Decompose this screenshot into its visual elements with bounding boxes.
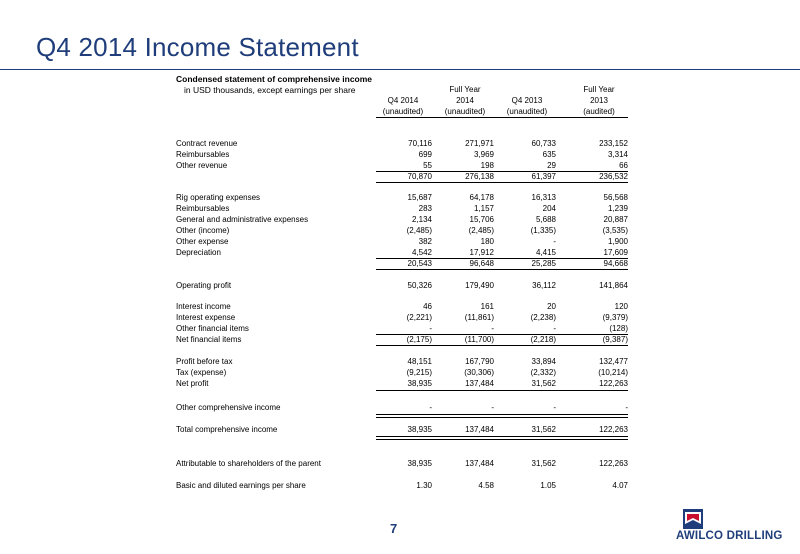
row-value: 16,313 <box>531 193 556 202</box>
row-value: 204 <box>542 204 556 213</box>
table-row <box>176 425 628 436</box>
row-label: Reimbursables <box>176 204 230 213</box>
row-value: (2,485) <box>468 226 494 235</box>
row-label: Basic and diluted earnings per share <box>176 481 306 490</box>
row-label: Depreciation <box>176 248 221 257</box>
row-value: 31,562 <box>531 425 556 434</box>
row-value: 141,864 <box>599 281 628 290</box>
column-header-1-line3: (unaudited) <box>382 107 424 116</box>
page-number: 7 <box>390 521 398 536</box>
row-value: 31,562 <box>531 379 556 388</box>
row-value: 4,542 <box>411 248 432 257</box>
row-value: - <box>491 403 494 412</box>
row-label: Total comprehensive income <box>176 425 278 434</box>
row-value: 2,134 <box>411 215 432 224</box>
header-underline <box>376 117 628 118</box>
row-value: 96,648 <box>469 259 494 268</box>
row-value: (2,218) <box>530 335 556 344</box>
row-value: 233,152 <box>599 139 628 148</box>
column-header-4-line3: (audited) <box>583 107 615 116</box>
table-rule <box>376 414 628 415</box>
column-header-2-line1: Full Year <box>449 85 481 94</box>
table-row <box>176 139 628 150</box>
row-value: (2,221) <box>406 313 432 322</box>
row-value: 38,935 <box>407 459 432 468</box>
row-value: 17,609 <box>603 248 628 257</box>
table-row <box>176 226 628 237</box>
row-value: 276,138 <box>465 172 494 181</box>
row-value: - <box>553 324 556 333</box>
row-value: 122,263 <box>599 459 628 468</box>
row-value: (11,861) <box>464 313 494 322</box>
table-row <box>176 313 628 324</box>
row-label: Rig operating expenses <box>176 193 261 202</box>
table-row <box>176 281 628 292</box>
row-value: 55 <box>423 161 432 170</box>
row-label: Attributable to shareholders of the parent <box>176 459 321 468</box>
row-value: 4.07 <box>612 481 628 490</box>
column-header-2-line2: 2014 <box>456 96 474 105</box>
table-rule <box>376 258 628 259</box>
row-value: 132,477 <box>599 357 628 366</box>
company-logo <box>676 508 786 548</box>
column-header-3-line2: Q4 2013 <box>511 96 543 105</box>
row-value: - <box>429 324 432 333</box>
page-title: Q4 2014 Income Statement <box>36 32 359 62</box>
row-value: 699 <box>418 150 432 159</box>
row-value: 25,285 <box>531 259 556 268</box>
table-rule <box>376 439 628 440</box>
row-label: Other financial items <box>176 324 249 333</box>
row-label: Other expense <box>176 237 229 246</box>
row-value: 15,687 <box>407 193 432 202</box>
table-rule <box>376 182 628 183</box>
row-value: 38,935 <box>407 379 432 388</box>
row-label: Interest expense <box>176 313 236 322</box>
row-label: Other revenue <box>176 161 228 170</box>
row-label: Profit before tax <box>176 357 233 366</box>
table-rule <box>376 334 628 335</box>
table-rule <box>376 269 628 270</box>
table-subheading: in USD thousands, except earnings per share <box>184 85 356 95</box>
table-row <box>176 237 628 248</box>
table-row <box>176 193 628 204</box>
row-value: - <box>491 324 494 333</box>
table-rule <box>376 171 628 172</box>
row-value: 161 <box>480 302 494 311</box>
row-value: 36,112 <box>532 281 556 290</box>
row-value: 1.05 <box>540 481 556 490</box>
row-value: 382 <box>418 237 432 246</box>
row-value: 48,151 <box>407 357 432 366</box>
row-value: (9,379) <box>602 313 628 322</box>
row-value: (10,214) <box>598 368 628 377</box>
row-value: 46 <box>423 302 432 311</box>
row-value: - <box>625 403 628 412</box>
row-value: - <box>429 403 432 412</box>
row-value: 1,900 <box>607 237 628 246</box>
row-value: 179,490 <box>465 281 494 290</box>
row-label: Net profit <box>176 379 209 388</box>
row-value: 4,415 <box>535 248 556 257</box>
row-value: 70,870 <box>407 172 432 181</box>
row-value: 3,969 <box>473 150 494 159</box>
column-header-4-line1: Full Year <box>583 85 615 94</box>
row-value: 122,263 <box>599 425 628 434</box>
row-value: 31,562 <box>531 459 556 468</box>
row-value: (2,485) <box>406 226 432 235</box>
row-value: 33,894 <box>531 357 556 366</box>
row-value: (9,215) <box>406 368 432 377</box>
row-label: Other (income) <box>176 226 230 235</box>
table-row <box>176 357 628 368</box>
row-value: 1.30 <box>416 481 432 490</box>
flag-icon <box>682 508 704 530</box>
row-label: Other comprehensive income <box>176 403 281 412</box>
row-value: 198 <box>480 161 494 170</box>
row-value: 50,326 <box>407 281 432 290</box>
row-value: 167,790 <box>465 357 494 366</box>
table-row <box>176 481 628 492</box>
row-value: (11,700) <box>464 335 494 344</box>
table-rule <box>376 417 628 418</box>
table-row <box>176 403 628 414</box>
row-value: 137,484 <box>465 379 494 388</box>
row-value: (1,335) <box>530 226 556 235</box>
column-header-2-line3: (unaudited) <box>444 107 486 116</box>
row-value: (2,238) <box>530 313 556 322</box>
table-row <box>176 150 628 161</box>
row-value: 283 <box>418 204 432 213</box>
table-row <box>176 379 628 390</box>
table-rule <box>376 436 628 437</box>
table-rule <box>376 390 628 391</box>
row-value: 17,912 <box>469 248 494 257</box>
logo-text: AWILCO DRILLING <box>676 530 783 542</box>
table-heading: Condensed statement of comprehensive income <box>176 74 373 84</box>
table-row <box>176 302 628 313</box>
row-value: 70,116 <box>408 139 432 148</box>
column-header-4-line2: 2013 <box>590 96 608 105</box>
row-value: 137,484 <box>465 459 494 468</box>
row-value: - <box>553 237 556 246</box>
table-row <box>176 459 628 470</box>
row-value: (2,175) <box>406 335 432 344</box>
row-value: (30,306) <box>464 368 494 377</box>
row-value: (128) <box>609 324 628 333</box>
row-value: 64,178 <box>469 193 494 202</box>
table-row <box>176 204 628 215</box>
row-value: 3,314 <box>607 150 628 159</box>
row-value: 20 <box>547 302 556 311</box>
row-value: 4.58 <box>478 481 494 490</box>
row-value: 137,484 <box>465 425 494 434</box>
title-divider <box>0 69 800 70</box>
column-header-1-line2: Q4 2014 <box>387 96 419 105</box>
row-value: 66 <box>619 161 628 170</box>
row-value: 15,706 <box>469 215 494 224</box>
row-value: 1,157 <box>473 204 494 213</box>
row-value: - <box>553 403 556 412</box>
table-row <box>176 215 628 226</box>
row-value: (9,387) <box>602 335 628 344</box>
row-label: Net financial items <box>176 335 242 344</box>
row-label: Interest income <box>176 302 231 311</box>
row-value: 180 <box>480 237 494 246</box>
row-value: 635 <box>542 150 556 159</box>
row-value: 271,971 <box>465 139 494 148</box>
column-header-3-line3: (unaudited) <box>506 107 548 116</box>
row-value: 29 <box>547 161 556 170</box>
row-label: Reimbursables <box>176 150 230 159</box>
row-value: 20,543 <box>407 259 432 268</box>
row-value: 236,532 <box>599 172 628 181</box>
table-rule <box>376 345 628 346</box>
row-value: 61,397 <box>531 172 556 181</box>
row-value: 122,263 <box>599 379 628 388</box>
row-value: 20,887 <box>603 215 628 224</box>
row-value: 1,239 <box>607 204 628 213</box>
row-label: General and administrative expenses <box>176 215 309 224</box>
row-value: (3,535) <box>602 226 628 235</box>
row-label: Contract revenue <box>176 139 238 148</box>
row-value: 5,688 <box>535 215 556 224</box>
row-value: 94,668 <box>603 259 628 268</box>
row-label: Tax (expense) <box>176 368 227 377</box>
row-value: 60,733 <box>531 139 556 148</box>
row-value: 120 <box>614 302 628 311</box>
row-value: 56,568 <box>603 193 628 202</box>
row-value: (2,332) <box>530 368 556 377</box>
row-label: Operating profit <box>176 281 232 290</box>
table-row <box>176 368 628 379</box>
row-value: 38,935 <box>407 425 432 434</box>
